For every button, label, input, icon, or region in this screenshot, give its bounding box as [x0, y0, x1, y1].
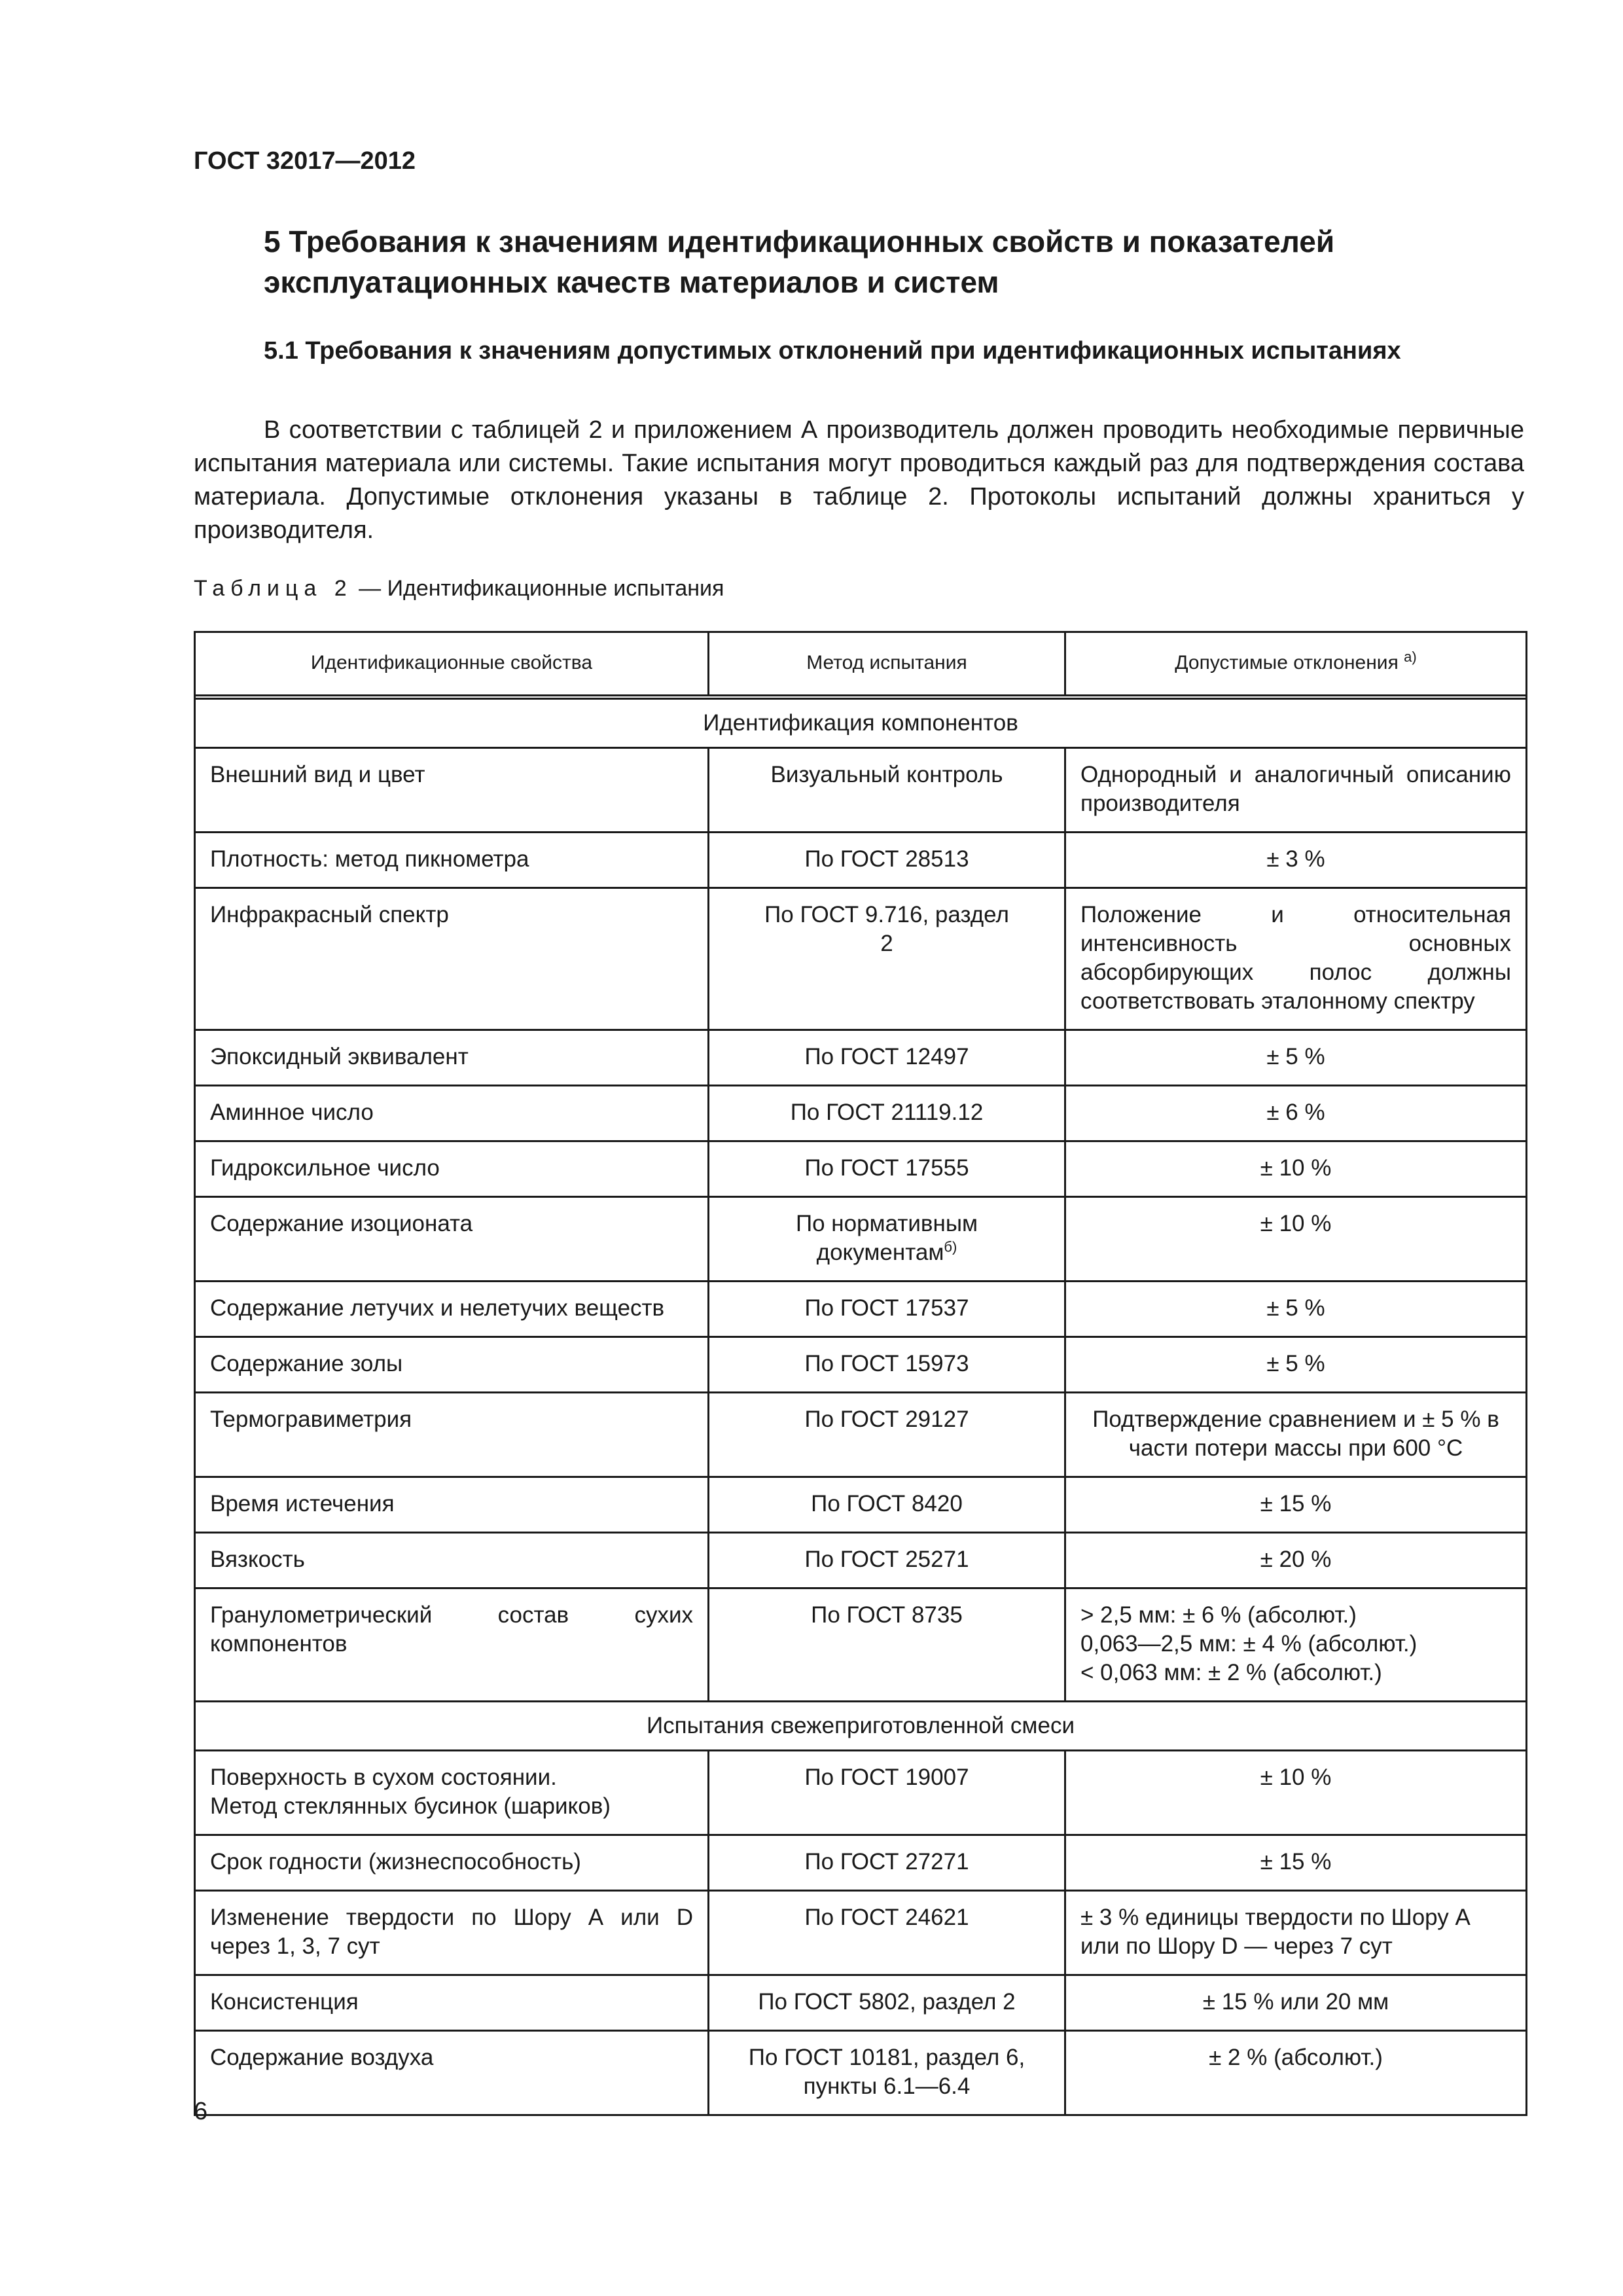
- table-row: [195, 1533, 1527, 1588]
- cell-tolerance: ± 3 % единицы твердости по Шору А или по Шору D — через 7 сут: [1065, 1891, 1527, 1975]
- cell-method: По ГОСТ 17555: [709, 1141, 1065, 1197]
- header-method: Метод испытания: [709, 632, 1065, 696]
- cell-property: Изменение твердости по Шору А или D через 1, 3, 7 сут: [195, 1891, 709, 1975]
- cell-method: По ГОСТ 12497: [709, 1030, 1065, 1086]
- cell-tolerance: ± 6 %: [1065, 1086, 1527, 1141]
- cell-method: По ГОСТ 19007: [709, 1751, 1065, 1835]
- table-row: [195, 888, 1527, 1030]
- cell-property: Содержание изоционата: [195, 1197, 709, 1282]
- method-text: По нормативным документам: [795, 1211, 978, 1265]
- cell-tolerance: ± 5 %: [1065, 1282, 1527, 1337]
- tolerance-line: > 2,5 мм: ± 6 % (абсолют.): [1080, 1602, 1357, 1628]
- cell-tolerance: ± 20 %: [1065, 1533, 1527, 1588]
- cell-tolerance: ± 15 %: [1065, 1835, 1527, 1891]
- table-row: [195, 1337, 1527, 1393]
- cell-property: Плотность: метод пикнометра: [195, 833, 709, 888]
- document-code: ГОСТ 32017—2012: [194, 147, 416, 175]
- page-number: 6: [194, 2098, 208, 2125]
- table-row: [195, 1086, 1527, 1141]
- cell-property: Аминное число: [195, 1086, 709, 1141]
- cell-method: По ГОСТ 27271: [709, 1835, 1065, 1891]
- subsection-title: 5.1 Требования к значениям допустимых отклонений при идентификационных испытаниях: [264, 337, 1401, 365]
- table-header-row: [195, 632, 1527, 696]
- cell-method: По ГОСТ 21119.12: [709, 1086, 1065, 1141]
- table-row: [195, 1197, 1527, 1282]
- cell-method: [709, 1197, 1065, 1282]
- table-caption: [194, 576, 724, 601]
- table-row: [195, 1141, 1527, 1197]
- cell-method: Визуальный контроль: [709, 748, 1065, 833]
- cell-tolerance: ± 10 %: [1065, 1141, 1527, 1197]
- intro-paragraph: В соответствии с таблицей 2 и приложением А производитель должен проводить необходимые первичные испытания материала или системы. Такие испытания могут проводиться каждый раз для подтверждения состава материала. Допустимые отклонения указаны в таблице 2. Протоколы испытаний должны храниться у производителя.: [194, 416, 1524, 544]
- cell-tolerance: [1065, 1588, 1527, 1702]
- table-row: [195, 2031, 1527, 2115]
- cell-method: По ГОСТ 8420: [709, 1477, 1065, 1533]
- section-title: 5 Требования к значениям идентификационных свойств и показателей эксплуатационных качеств материалов и систем: [264, 224, 1335, 299]
- cell-method: По ГОСТ 8735: [709, 1588, 1065, 1702]
- table-row: [195, 1891, 1527, 1975]
- cell-tolerance: Положение и относительная интенсивность основных абсорбирующих полос должны соответствовать эталонному спектру: [1065, 888, 1527, 1030]
- cell-property: Гидроксильное число: [195, 1141, 709, 1197]
- cell-tolerance: Подтверждение сравнением и ± 5 % в части потери массы при 600 °С: [1065, 1393, 1527, 1477]
- cell-property: Внешний вид и цвет: [195, 748, 709, 833]
- table-caption-label: Таблица 2: [194, 576, 353, 601]
- cell-property: Инфракрасный спектр: [195, 888, 709, 1030]
- group-title: Идентификация компонентов: [195, 699, 1527, 748]
- cell-method: По ГОСТ 25271: [709, 1533, 1065, 1588]
- table-row: [195, 1282, 1527, 1337]
- cell-tolerance: ± 2 % (абсолют.): [1065, 2031, 1527, 2115]
- tolerance-line: 0,063—2,5 мм: ± 4 % (абсолют.): [1080, 1631, 1418, 1657]
- table-row: [195, 1975, 1527, 2031]
- cell-property: Содержание золы: [195, 1337, 709, 1393]
- header-property: Идентификационные свойства: [195, 632, 709, 696]
- cell-property: [195, 1751, 709, 1835]
- cell-tolerance: Однородный и аналогичный описанию производителя: [1065, 748, 1527, 833]
- cell-property: Вязкость: [195, 1533, 709, 1588]
- cell-method: По ГОСТ 28513: [709, 833, 1065, 888]
- cell-property: Эпоксидный эквивалент: [195, 1030, 709, 1086]
- cell-property: Содержание воздуха: [195, 2031, 709, 2115]
- cell-method: По ГОСТ 10181, раздел 6, пункты 6.1—6.4: [709, 2031, 1065, 2115]
- table-row: [195, 1835, 1527, 1891]
- table-row: [195, 833, 1527, 888]
- cell-tolerance: ± 15 %: [1065, 1477, 1527, 1533]
- cell-property: Время истечения: [195, 1477, 709, 1533]
- cell-property: Гранулометрический состав сухих компонентов: [195, 1588, 709, 1702]
- cell-tolerance: ± 5 %: [1065, 1337, 1527, 1393]
- property-line: Поверхность в сухом состоянии.: [210, 1765, 557, 1790]
- cell-tolerance: ± 10 %: [1065, 1751, 1527, 1835]
- cell-method: По ГОСТ 17537: [709, 1282, 1065, 1337]
- table-row: [195, 1030, 1527, 1086]
- cell-property: Содержание летучих и нелетучих веществ: [195, 1282, 709, 1337]
- footnote-marker: а): [1404, 649, 1417, 665]
- group-row: [195, 699, 1527, 748]
- table-caption-text: — Идентификационные испытания: [352, 576, 724, 601]
- cell-tolerance: ± 5 %: [1065, 1030, 1527, 1086]
- table-row: [195, 1393, 1527, 1477]
- cell-method: По ГОСТ 15973: [709, 1337, 1065, 1393]
- header-tolerance: [1065, 632, 1527, 696]
- cell-method: По ГОСТ 5802, раздел 2: [709, 1975, 1065, 2031]
- cell-tolerance: ± 3 %: [1065, 833, 1527, 888]
- footnote-marker: б): [944, 1238, 957, 1255]
- table-row: [195, 1477, 1527, 1533]
- cell-tolerance: ± 15 % или 20 мм: [1065, 1975, 1527, 2031]
- cell-property: Срок годности (жизнеспособность): [195, 1835, 709, 1891]
- tolerance-line: < 0,063 мм: ± 2 % (абсолют.): [1080, 1660, 1382, 1685]
- table-row: [195, 1588, 1527, 1702]
- identification-tests-table: [194, 631, 1527, 2116]
- header-tolerance-label: Допустимые отклонения: [1175, 652, 1399, 673]
- cell-method: По ГОСТ 29127: [709, 1393, 1065, 1477]
- cell-tolerance: ± 10 %: [1065, 1197, 1527, 1282]
- table-row: [195, 1751, 1527, 1835]
- table-row: [195, 748, 1527, 833]
- cell-method: По ГОСТ 24621: [709, 1891, 1065, 1975]
- property-line: Метод стеклянных бусинок (шариков): [210, 1793, 611, 1819]
- cell-property: Консистенция: [195, 1975, 709, 2031]
- cell-property: Термогравиметрия: [195, 1393, 709, 1477]
- group-row: [195, 1702, 1527, 1751]
- group-title: Испытания свежеприготовленной смеси: [195, 1702, 1527, 1751]
- cell-method: По ГОСТ 9.716, раздел 2: [709, 888, 1065, 1030]
